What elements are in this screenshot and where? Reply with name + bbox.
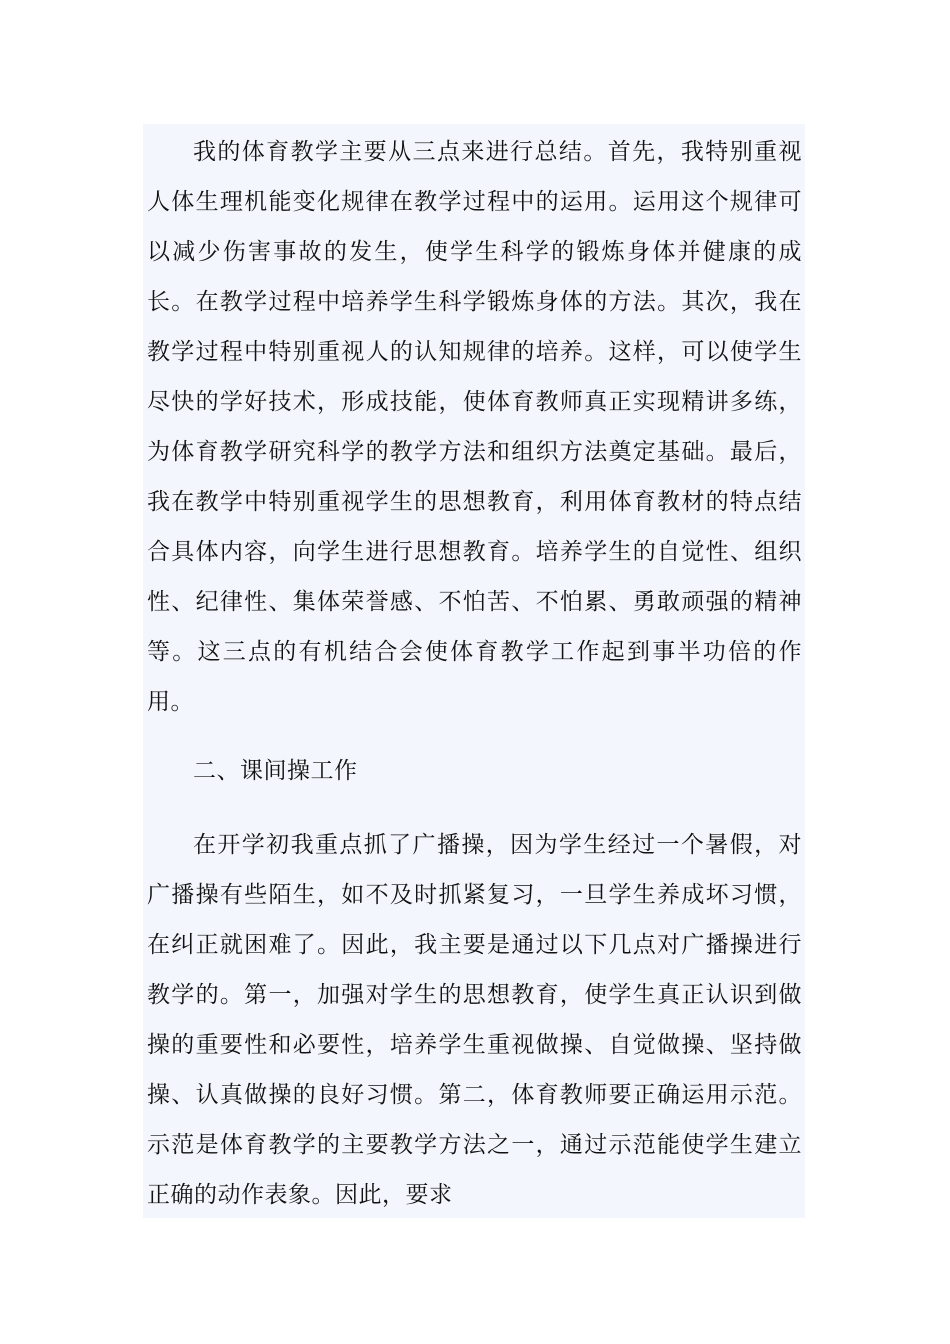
section-heading: 二、课间操工作 [193,758,358,784]
paragraph-exercise: 在开学初我重点抓了广播操，因为学生经过一个暑假，对广播操有些陌生，如不及时抓紧复习，一旦学生养成坏习惯，在纠正就困难了。因此，我主要是通过以下几点对广播操进行教学的。第一，加强对学生的思想教育，使学生真正认识到做操的重要性和必要性，培养学生重视做操、自觉做操、坚持做操、认真做操的良好习惯。第二，体育教师要正确运用示范。示范是体育教学的主要教学方法之一，通过示范能使学生建立正确的动作表象。因此，要求 [147,832,802,1208]
paragraph-summary: 我的体育教学主要从三点来进行总结。首先，我特别重视人体生理机能变化规律在教学过程中的运用。运用这个规律可以减少伤害事故的发生，使学生科学的锻炼身体并健康的成长。在教学过程中培养学生科学锻炼身体的方法。其次，我在教学过程中特别重视人的认知规律的培养。这样，可以使学生尽快的学好技术，形成技能，使体育教师真正实现精讲多练，为体育教学研究科学的教学方法和组织方法奠定基础。最后，我在教学中特别重视学生的思想教育，利用体育教材的特点结合具体内容，向学生进行思想教育。培养学生的自觉性、组织性、纪律性、集体荣誉感、不怕苦、不怕累、勇敢顽强的精神等。这三点的有机结合会使体育教学工作起到事半功倍的作用。 [147,139,802,715]
document-body [143,124,805,1218]
